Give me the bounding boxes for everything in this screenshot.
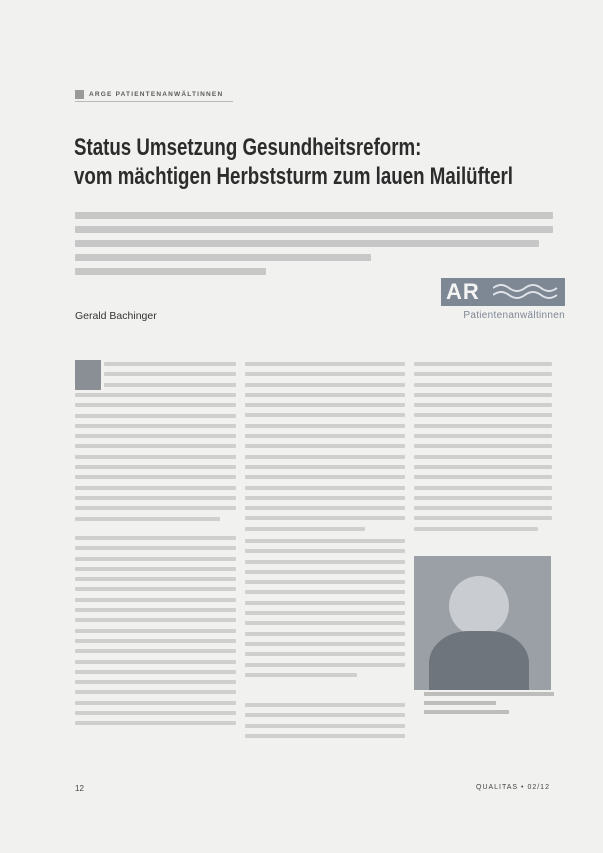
- body-column-1c: [75, 536, 236, 732]
- body-column-1b: [75, 393, 236, 527]
- section-marker-icon: [75, 90, 84, 99]
- logo-waves-icon: [493, 282, 563, 302]
- author-photo: [414, 556, 551, 690]
- drop-cap: [75, 360, 101, 390]
- body-column-2b: [245, 539, 405, 683]
- section-tag: [75, 90, 223, 99]
- body-column-1a: [104, 362, 236, 393]
- issue-label: QUALITAS • 02/12: [476, 784, 550, 791]
- article-title-line-2: vom mächtigen Herbststurm zum lauen Mailüfterl: [74, 163, 513, 190]
- photo-caption-blurred: [424, 692, 554, 719]
- logo-mark: [441, 278, 565, 306]
- body-column-2c: [245, 703, 405, 744]
- section-label: ARGE PATIENTENANWÄLTINNEN: [89, 91, 224, 98]
- author-name: Gerald Bachinger: [75, 310, 157, 322]
- arge-logo: [441, 278, 565, 321]
- article-title: [74, 133, 574, 191]
- article-title-line-1: Status Umsetzung Gesundheitsreform:: [74, 134, 422, 161]
- logo-subtitle: Patientenanwältinnen: [463, 310, 565, 321]
- page-number: 12: [75, 784, 84, 793]
- body-column-3: [414, 362, 552, 537]
- article-lead-blurred: [75, 212, 553, 282]
- logo-mark-text: AR: [446, 279, 480, 304]
- body-column-2a: [245, 362, 405, 537]
- section-divider: [75, 101, 233, 102]
